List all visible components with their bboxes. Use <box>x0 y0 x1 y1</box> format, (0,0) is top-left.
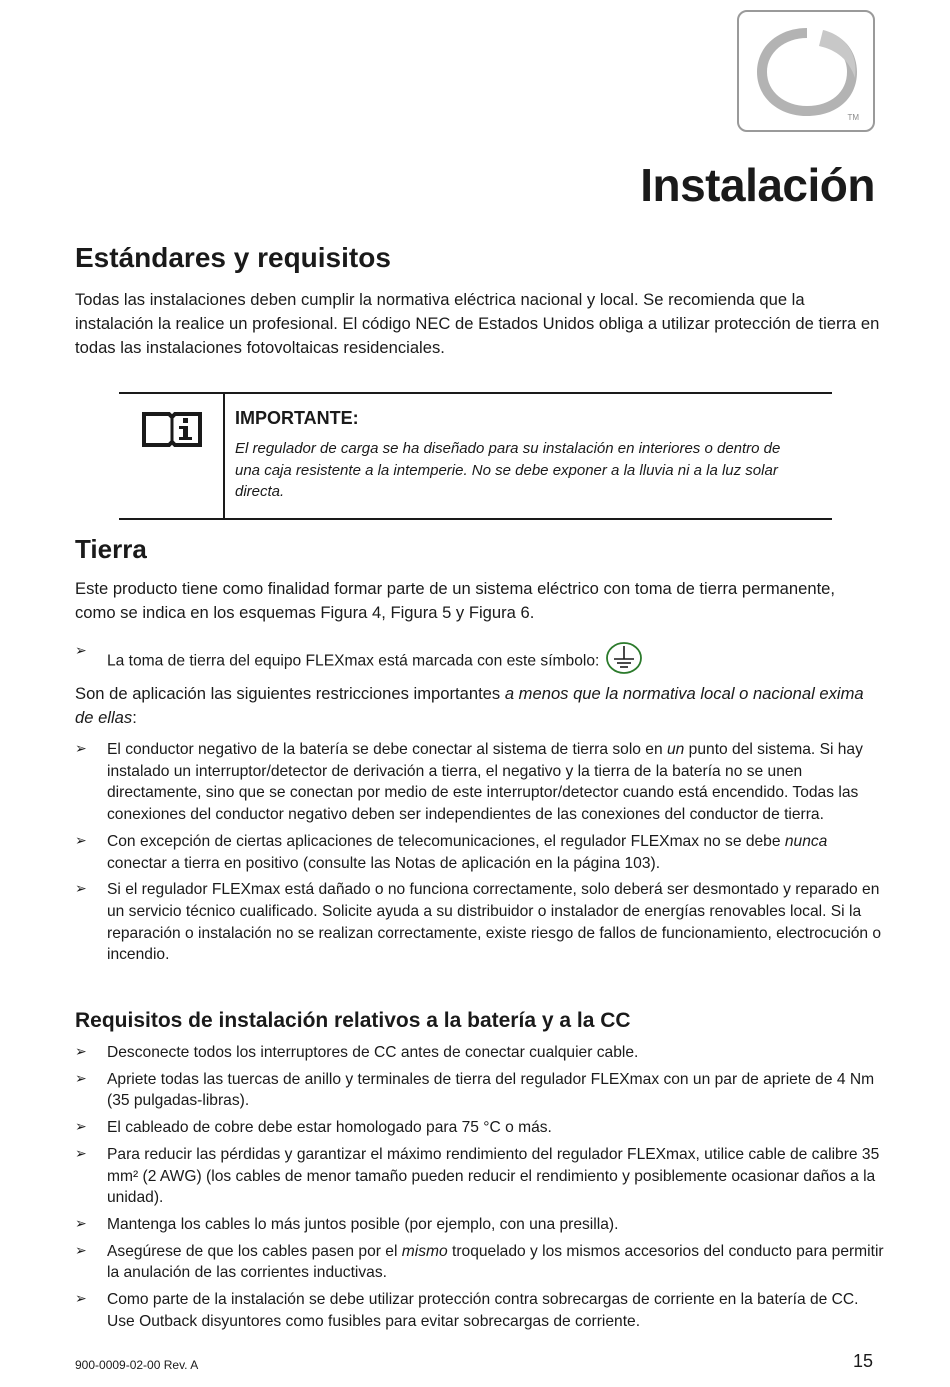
list-item-emphasis: mismo <box>401 1242 448 1260</box>
notice-text: El regulador de carga se ha diseñado para su instalación en interiores o dentro de una caja resistente a la intemperie. No se debe exponer a la lluvia ni a la luz solar directa. <box>235 440 781 500</box>
notice-divider <box>223 394 225 518</box>
list-item <box>75 879 885 966</box>
ground-symbol-icon <box>605 641 643 682</box>
list-item-text: Asegúrese de que los cables pasen por el <box>107 1242 402 1260</box>
list-item <box>75 739 885 826</box>
list-item-text: Con excepción de ciertas aplicaciones de telecomunicaciones, el regulador FLEXmax no se debe <box>107 832 785 850</box>
notice-title: IMPORTANTE: <box>235 408 359 428</box>
page-title: Instalación <box>640 159 875 211</box>
outback-logo <box>737 10 875 132</box>
list-item <box>75 831 885 874</box>
restrictions-intro-end: : <box>132 708 137 727</box>
section-paragraph-estandares: Todas las instalaciones deben cumplir la normativa eléctrica nacional y local. Se recomienda que la instalación la realice un profesional. El código NEC de Estados Unidos obliga a utilizar protección de tierra en todas las instalaciones fotovoltaicas residenciales. <box>75 290 880 357</box>
page-number: 15 <box>852 1351 873 1371</box>
restrictions-intro-emphasis: a menos que la normativa local o nacional exima de ellas <box>75 684 864 727</box>
list-item <box>75 1241 885 1284</box>
list-item-emphasis: un <box>666 741 685 758</box>
list-item <box>75 1144 885 1209</box>
important-notice <box>119 392 832 520</box>
list-item-text-end: punto del sistema. Si hay instalado un interruptor/detector de derivación a tierra, el negativo y la tierra de la batería no se unen directamente, sino que se conectan por medio de este interruptor/detector cuando está encendido. Todas las conexiones del conductor negativo deben ser independientes de las conexiones del conductor de tierra. <box>107 741 863 824</box>
list-item-text: Si el regulador FLEXmax está dañado o no funciona correctamente, solo deberá ser desmontado y reparado en un servicio técnico cualificado. Solicite ayuda a su distribuidor o instalador de energías renovables local. Si la reparación o instalación no se realizan correctamente, existe riesgo de fallos de funcionamiento, electrocución o incendio. <box>107 881 882 964</box>
section-heading-tierra: Tierra <box>75 534 147 564</box>
list-item <box>75 1069 885 1112</box>
ground-symbol-text: La toma de tierra del equipo FLEXmax está marcada con este símbolo: <box>107 652 600 670</box>
list-item-text: Mantenga los cables lo más juntos posible (por ejemplo, con una presilla). <box>107 1215 619 1233</box>
manual-info-icon <box>141 408 203 453</box>
list-item <box>75 1117 885 1139</box>
restrictions-list <box>75 739 885 966</box>
list-item-text: Como parte de la instalación se debe utilizar protección contra sobrecargas de corriente en la batería de CC. Use Outback disyuntores como fusibles para evitar sobrecargas de corriente. <box>107 1291 859 1330</box>
list-item-text: Apriete todas las tuercas de anillo y terminales de tierra del regulador FLEXmax con un par de apriete de 4 Nm (35 pulgadas-libras). <box>107 1070 875 1110</box>
document-number: 900-0009-02-00 Rev. A <box>75 1358 199 1372</box>
list-item-text: El cableado de cobre debe estar homologado para 75 °C o más. <box>107 1119 552 1137</box>
section-heading-estandares: Estándares y requisitos <box>75 242 391 273</box>
list-item-text: Para reducir las pérdidas y garantizar el máximo rendimiento del regulador FLEXmax, utilice cable de calibre 35 mm² (2 AWG) (los cables de menor tamaño pueden reducir el rendimiento y posiblemente ocasionar daños a la unidad). <box>107 1145 880 1207</box>
trademark-mark: TM <box>847 113 859 122</box>
section-paragraph-tierra: Este producto tiene como finalidad formar parte de un sistema eléctrico con toma de tierra permanente, como se indica en los esquemas Figura 4, Figura 5 y Figura 6. <box>75 579 836 622</box>
section-heading-bateria: Requisitos de instalación relativos a la batería y a la CC <box>75 1009 631 1032</box>
list-item-text-end: troquelado y los mismos accesorios del conducto para permitir la anulación de las corrientes inductivas. <box>107 1242 884 1282</box>
ground-symbol-list <box>75 641 885 682</box>
list-item <box>75 1289 885 1332</box>
restrictions-intro-text: Son de aplicación las siguientes restricciones importantes <box>75 684 505 703</box>
list-item-text: El conductor negativo de la batería se debe conectar al sistema de tierra solo en <box>107 741 667 758</box>
list-item-emphasis: nunca <box>784 832 828 850</box>
outback-logo-icon <box>749 20 865 124</box>
battery-requirements-list <box>75 1042 885 1332</box>
list-item-text-end: conectar a tierra en positivo (consulte las Notas de aplicación en la página 103). <box>107 854 661 872</box>
list-item <box>75 641 885 682</box>
list-item-text: Desconecte todos los interruptores de CC antes de conectar cualquier cable. <box>107 1044 639 1061</box>
list-item <box>75 1042 885 1064</box>
restrictions-intro <box>75 682 880 730</box>
list-item <box>75 1214 885 1236</box>
